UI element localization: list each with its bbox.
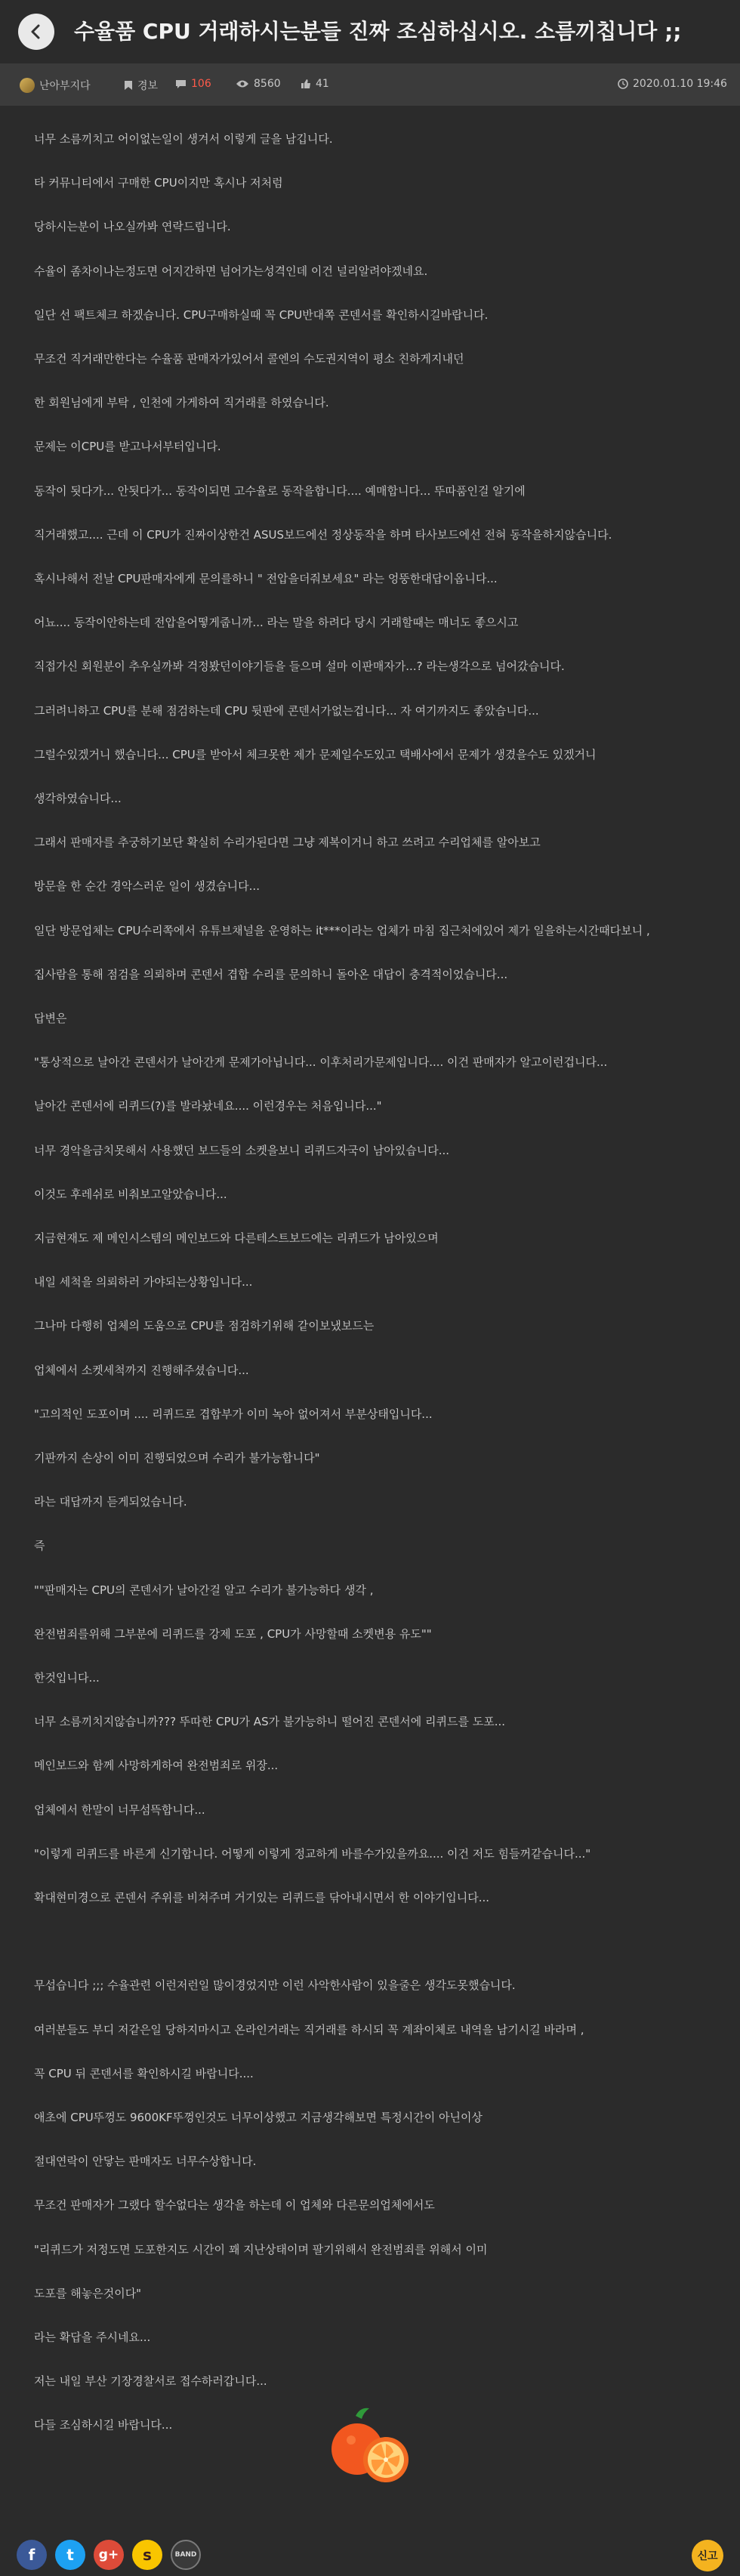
body-line: 완전범죄를위해 그부분에 리퀴드를 강제 도포 , CPU가 사망할때 소켓변용 유도"" — [34, 1627, 432, 1641]
body-line: 메인보드와 함께 사망하게하여 완전범죄로 위장... — [34, 1759, 279, 1772]
body-line: 무조건 판매자가 그랬다 할수없다는 생각을 하는데 이 업체와 다른문의업체에서도 — [34, 2198, 435, 2212]
body-line: 무섭습니다 ;;; 수율관련 이런저런일 많이경었지만 이런 사악한사람이 있을줄은 생각도못했습니다. — [34, 1978, 516, 1992]
chevron-left-icon — [28, 23, 45, 40]
thumbs-up-icon — [301, 79, 311, 89]
body-line: 다들 조심하시길 바랍니다... — [34, 2418, 173, 2432]
body-line: 도포를 해놓은것이다" — [34, 2287, 142, 2300]
body-line: 지금현재도 제 메인시스템의 메인보드와 다른테스트보드에는 리퀴드가 남아있으며 — [34, 1231, 439, 1245]
body-line: 생각하였습니다... — [34, 792, 122, 805]
page-title: 수율품 CPU 거래하시는분들 진짜 조심하십시오. 소름끼칩니다 ;; — [74, 19, 682, 44]
twitter-icon: t — [66, 2546, 74, 2564]
category-label: 경보 — [137, 80, 159, 92]
report-label: 신고 — [697, 2550, 718, 2562]
body-line: 라는 확답을 주시네요... — [34, 2330, 151, 2344]
body-line: 일단 선 팩트체크 하겠습니다. CPU구매하실때 꼭 CPU반대쪽 콘덴서를 확인하시길바랍니다. — [34, 308, 489, 322]
body-line: 날아간 콘덴서에 리퀴드(?)를 발라놨네요.... 이런경우는 처음입니다..." — [34, 1099, 382, 1113]
author-name: 난아부지다 — [39, 80, 91, 92]
body-line: 동작이 됫다가... 안됫다가... 동작이되면 고수율로 동작을합니다.... 예매합니다... 뚜따품인걸 알기에 — [34, 484, 526, 498]
fruit-emoticon — [325, 2402, 415, 2491]
body-line: 한것입니다... — [34, 1671, 100, 1685]
body-line: 너무 소름끼치고 어이없는일이 생겨서 이렇게 글을 남깁니다. — [34, 132, 333, 146]
googleplus-icon: g+ — [98, 2547, 119, 2562]
body-line: 혹시나해서 전날 CPU판매자에게 문의를하니 " 전압을더줘보세요" 라는 엉뚱한대답이옵니다... — [34, 572, 498, 585]
body-line: 그럴수있겠거니 했습니다... CPU를 받아서 체크못한 제가 문제일수도있고 택배사에서 문제가 생겼을수도 있겠거니 — [34, 748, 597, 761]
post-header — [0, 0, 740, 63]
body-line: 이것도 후레쉬로 비춰보고알았습니다... — [34, 1188, 227, 1201]
body-line: 일단 방문업체는 CPU수리쪽에서 유튜브채널을 운영하는 it***이라는 업체가 마침 집근처에있어 제가 일을하는시간때다보니 , — [34, 924, 650, 937]
body-line: 라는 대답까지 듣게되었습니다. — [34, 1495, 187, 1509]
body-line: 저는 내일 부산 기장경찰서로 접수하러갑니다... — [34, 2374, 267, 2388]
bookmark-icon — [124, 80, 133, 91]
body-line: 너무 경악을금치못해서 사용했던 보드들의 소켓을보니 리퀴드자국이 남아있습니다... — [34, 1144, 450, 1157]
author[interactable] — [20, 78, 91, 93]
body-line: 꼭 CPU 뒤 콘덴서를 확인하시길 바랍니다.... — [34, 2067, 254, 2080]
body-line: 즉 — [34, 1539, 45, 1552]
kakaostory-share-button[interactable] — [132, 2540, 162, 2570]
body-line: 방문을 한 순간 경악스러운 일이 생겼습니다... — [34, 879, 260, 893]
body-line: "리퀴드가 저정도면 도포한지도 시간이 꽤 지난상태이며 팔기위해서 완전범죄를 위해서 이미 — [34, 2243, 488, 2256]
report-button[interactable] — [692, 2540, 723, 2571]
body-line: 집사람을 통해 점검을 의뢰하며 콘덴서 겹합 수리를 문의하니 돌아온 대답이 충격적이었습니다... — [34, 968, 508, 981]
band-icon: BAND — [174, 2551, 197, 2559]
body-line: 수율이 좀차이나는정도면 어지간하면 넘어가는성격인데 이건 널리알려야겠네요. — [34, 264, 428, 278]
body-line: 기판까지 손상이 이미 진행되었으며 수리가 불가능합니다" — [34, 1451, 320, 1465]
back-button[interactable] — [18, 14, 54, 50]
comment-icon — [175, 79, 187, 89]
comment-count — [175, 78, 211, 90]
datetime-value: 2020.01.10 19:46 — [633, 78, 727, 90]
comment-count-value: 106 — [191, 78, 211, 90]
eye-icon — [236, 79, 249, 88]
body-line: 업체에서 소켓세척까지 진행해주셨습니다... — [34, 1364, 249, 1377]
body-line: 애초에 CPU뚜껑도 9600KF뚜껑인것도 너무이상했고 지금생각해보면 특정시간이 아닌이상 — [34, 2111, 483, 2124]
like-count — [301, 78, 329, 90]
avatar — [20, 78, 35, 93]
body-line: ""판매자는 CPU의 콘덴서가 날아간걸 알고 수리가 불가능하다 생각 , — [34, 1583, 374, 1597]
body-line: 타 커뮤니티에서 구매한 CPU이지만 혹시나 저처럼 — [34, 176, 283, 190]
body-line: "통상적으로 날아간 콘덴서가 날아간게 문제가아닙니다... 이후처리가문제입니다.... 이건 판매자가 알고이런겁니다... — [34, 1055, 608, 1069]
body-line: 내일 세척을 의뢰하러 가야되는상황입니다... — [34, 1275, 253, 1289]
orange-fruit-icon — [325, 2402, 415, 2491]
body-line: 너무 소름끼치지않습니까??? 뚜따한 CPU가 AS가 불가능하니 떨어진 콘덴서에 리퀴드를 도포... — [34, 1715, 506, 1728]
facebook-share-button[interactable] — [17, 2540, 47, 2570]
body-line: 업체에서 한말이 너무섬뜩합니다... — [34, 1803, 205, 1817]
googleplus-share-button[interactable] — [94, 2540, 124, 2570]
body-line: "고의적인 도포이며 .... 리퀴드로 겹합부가 이미 녹아 없어져서 부분상태입니다... — [34, 1407, 433, 1421]
body-line: 답변은 — [34, 1012, 67, 1025]
kakaostory-icon: s — [143, 2546, 152, 2564]
facebook-icon: f — [28, 2546, 35, 2564]
category[interactable] — [124, 78, 158, 93]
body-line: 확대현미경으로 콘덴서 주위를 비쳐주며 거기있는 리퀴드를 닦아내시면서 한 이야기입니다... — [34, 1891, 490, 1904]
band-share-button[interactable] — [171, 2540, 201, 2570]
body-line: "이렇게 리퀴드를 바른게 신기합니다. 어떻게 이렇게 정교하게 바를수가있을까요.... 이건 저도 힘들꺼같습니다..." — [34, 1847, 591, 1861]
post-datetime — [618, 78, 727, 90]
body-line: 여러분들도 부디 저같은일 당하지마시고 온라인거래는 직거래를 하시되 꼭 계좌이체로 내역을 남기시길 바라며 , — [34, 2023, 584, 2037]
body-line: 직거래했고.... 근데 이 CPU가 진짜이상한건 ASUS보드에선 정상동작을 하며 타사보드에선 전혀 동작을하지않습니다. — [34, 528, 612, 542]
body-line: 직접가신 회원분이 추우실까봐 걱정봤던이야기들을 들으며 설마 이판매자가...? 라는생각으로 넘어갔습니다. — [34, 659, 565, 673]
post-body — [0, 106, 740, 2576]
post-meta-bar — [0, 63, 740, 106]
body-line: 절대연락이 안닿는 판매자도 너무수상합니다. — [34, 2154, 257, 2168]
share-buttons — [17, 2540, 201, 2570]
body-line: 당하시는분이 나오실까봐 연락드립니다. — [34, 220, 231, 233]
twitter-share-button[interactable] — [55, 2540, 85, 2570]
view-count-value: 8560 — [254, 78, 281, 90]
clock-icon — [618, 79, 628, 89]
body-line: 그나마 다행히 업체의 도움으로 CPU를 점검하기위해 같이보냈보드는 — [34, 1319, 375, 1333]
view-count — [236, 78, 281, 90]
body-line: 문제는 이CPU를 받고나서부터입니다. — [34, 440, 221, 453]
body-line: 한 회원님에게 부탁 , 인천에 가게하여 직거래를 하였습니다. — [34, 396, 329, 409]
body-line: 무조건 직거래만한다는 수율품 판매자가있어서 콜엔의 수도권지역이 평소 친하게지내던 — [34, 352, 464, 366]
body-line: 그러려니하고 CPU를 분해 점검하는데 CPU 뒷판에 콘덴서가없는겁니다... 자 여기까지도 좋았습니다... — [34, 704, 539, 718]
body-line: 그래서 판매자를 추궁하기보단 확실히 수리가된다면 그냥 제복이거니 하고 쓰려고 수리업체를 알아보고 — [34, 836, 541, 849]
body-line: 어뇨.... 동작이안하는데 전압을어떻게줍니까... 라는 말을 하려다 당시 거래할때는 매너도 좋으시고 — [34, 616, 519, 629]
like-count-value: 41 — [316, 78, 329, 90]
